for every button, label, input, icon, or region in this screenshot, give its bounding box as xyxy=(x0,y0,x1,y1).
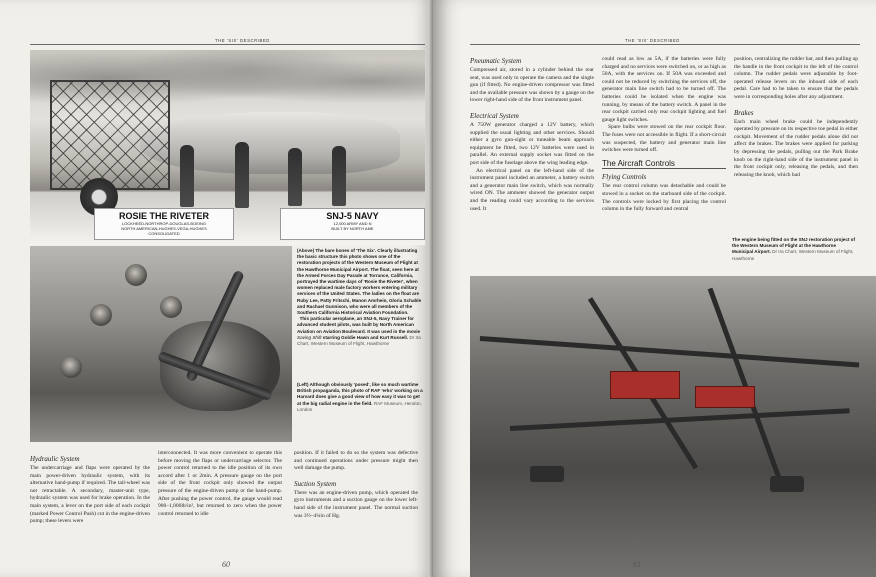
paragraph-hydraulic: The undercarriage and flaps were operated by the main power-driven hydraulic system, with its alternative hand-pump if required. The tail-wheel was not retractable. A secondary, master-unit type, hydraulic system was used for brake operation. In the main system, a lever on the port side of each cockpit (marked Power Control Push) cut in the engine-driven pump; these levers were xyxy=(30,465,150,525)
aircraft-frame-structure xyxy=(50,80,170,190)
banner-rosie-the-riveter xyxy=(94,208,234,240)
banner-right-title: SNJ-5 NAVY xyxy=(326,211,379,221)
paragraph-electrical-1: A 750W generator charged a 12V battery, which supplied the usual lighting and other services. Should either a gyro gun-sight or tuneable beam approach equipment be fitted, two 12V batteries were used in parallel. An external supply socket was fitted on the port side of the fuselage above the wing leading edge. xyxy=(470,121,594,166)
caption-above-movie: Saving Shift xyxy=(297,334,322,340)
paragraph-hydraulic-end: position. If it failed to do so the system was defective and continued operations under pressure might then well damage the pump. xyxy=(294,450,418,472)
aircraft-fuselage xyxy=(140,112,400,174)
paragraph-pneumatic: Compressed air, stored in a cylinder behind the rear seat, was used only to operate the camera and the single gun (if fitted). No engine-driven compressor was fitted and the available pressure was shown by a gauge on the lower right-hand side of the front instrument panel. xyxy=(470,67,594,104)
running-head-left: THE 'SIX' DESCRIBED xyxy=(215,38,270,43)
caption-left-credit: RAF Museum, Hendon, London xyxy=(297,400,422,412)
paragraph-electrical-3: could read as low as 5A, if the batteries were fully charged and no services were switched on, or as high as 50A, with the services on. If 50A was exceeded and could not be reduced by switching the services off, the generator main line switch had to be turned off. The batteries could be isolated when the engine was running, by means of the battery switch. A panel in the rear cockpit carried only rear cockpit lighting and fuel gauge light switches. xyxy=(602,56,726,123)
airman-figure xyxy=(90,304,112,326)
frame-tube xyxy=(480,336,859,367)
banner-right-subline: BUILT BY NORTH AME xyxy=(331,226,374,231)
paragraph-hydraulic-cont: interconnected. It was more convenient to operate this before moving the flaps or undercarriage selector. The power control returned to the idle position of its own accord after 1 or 2min. A pressure gauge on the port side of the front cockpit only showed the output pressure of the engine-driven pump or the hand-pump. After pushing the power control, the gauge would read 900–1,000lb/in², but returned to zero when the power control returned to idle xyxy=(158,450,282,517)
text-column-1 xyxy=(30,454,150,526)
page-number-right: 61 xyxy=(633,560,641,569)
page-number-left: 60 xyxy=(222,560,230,569)
person-figure xyxy=(332,146,346,206)
header-rule-right xyxy=(470,44,860,45)
paragraph-electrical-2: An electrical panel on the left-hand side of the instrument panel included an ammeter, a battery switch and a generator main line switch, which was normally wired ON. The ammeter showed the generator output and the reading could vary according to the services used. It xyxy=(470,167,594,212)
paragraph-controls-cont: position, centralizing the rudder bar, and then pulling up the handle in the front cockpit to the left of the control column. The rudder pedals were adjustable by foot-operated release levers on the inboard side of each pedal. Care had to be taken to ensure that the pedals were in corresponding holes after any adjustment. xyxy=(734,56,858,100)
caption-above-credit: Dr Ira Chart, Western Museum of Flight, Hawthorne xyxy=(297,334,421,347)
paragraph-suction: There was an engine-driven pump, which operated the gyro instruments and a suction gauge on the lower left-hand side of the instrument panel. The normal suction was 3½–4¼in of Hg. xyxy=(294,489,418,519)
paragraph-electrical-4: Spare bulbs were stowed on the rear cockpit floor. The fuses were not accessible in flight. If a short-circuit was suspected, the battery and generator main line switches were turned off. xyxy=(602,124,726,154)
person-figure xyxy=(235,142,249,208)
right-page xyxy=(433,0,876,577)
header-rule-left xyxy=(30,44,425,45)
caption-left xyxy=(297,382,425,413)
person-figure xyxy=(288,148,302,206)
caption-above xyxy=(297,248,425,347)
airman-figure xyxy=(125,264,147,286)
red-cockpit-panel xyxy=(695,386,755,408)
text-column-2 xyxy=(158,450,282,518)
caption-right xyxy=(732,237,856,262)
frame-tube xyxy=(510,408,850,431)
banner-snj5-navy xyxy=(280,208,425,240)
paragraph-flying-controls: The rear control column was detachable and could be stowed in a socket on the starboard side of the cockpit. The controls were locked by first placing the control column in the fully forward and central xyxy=(602,183,726,213)
airman-figure xyxy=(160,296,182,318)
photo-raf-erks-harvard xyxy=(30,246,292,442)
person-figure xyxy=(180,145,194,207)
paragraph-brakes: Each main wheel brake could be independently operated by pressure on its respective toe pedal in either cockpit. Movement of the rudder pedals alone did not affect the brakes. The brakes were applied for parking by depressing the pedals, pulling out the Park Brake knob on the right-hand side of the instrument panel in the front cockpit only, releasing the pedals, and then releasing the knob, which had xyxy=(734,118,858,178)
running-head-right: THE 'SIX' DESCRIBED xyxy=(625,38,680,43)
caption-above-lead: (Above) The bare bones of 'The Six'. Clearly illustrating the basic structure this photo shows one of the restoration projects of the Western Museum of Flight at the Hawthorne Municipal Airport. The float, seen here at the Armed Forces Day Parade at Torrance, California, portrayed the wartime days of 'Rosie the Riveter', when women replaced male factory workers entering military services of the United States. The ladies on the float are Ruby Lee, Patty Fritschi, Manon Amrhein, Gloria Schable and Rachael Gunnison, who were all members of the Southern California Historical Aviation Foundation. xyxy=(297,248,422,316)
heading-aircraft-controls: The Aircraft Controls xyxy=(602,160,726,170)
heading-pneumatic-system: Pneumatic System xyxy=(470,57,522,65)
caption-left-lead: (Left) Although obviously 'posed', like so much wartime British propaganda, this photo of RAF 'erks' working on a Harvard does give a good view of how easy it was to get at the big radial engine in the field. xyxy=(297,382,423,406)
red-cockpit-panel xyxy=(610,371,680,399)
heading-suction-system: Suction System xyxy=(294,479,337,488)
caption-above-second: This particular aeroplane, an SNJ-5, Navy Trainer for advanced student pilots, was built by North American Aviation on Aviation Boulevard. It was used in the movie xyxy=(297,316,421,334)
text-column-right-3 xyxy=(734,56,858,179)
caption-right-credit: Dr Ira Chart, Western Museum of Flight, Hawthorne xyxy=(732,249,854,261)
rudder-pedal xyxy=(530,466,564,482)
frame-tube xyxy=(708,288,781,478)
airman-figure xyxy=(60,356,82,378)
heading-hydraulic-system: Hydraulic System xyxy=(30,455,80,463)
heading-electrical-system: Electrical System xyxy=(470,111,519,120)
banner-right-subline: 12,000 ARMY AND N xyxy=(333,221,372,226)
caption-above-after: starring Goldie Hawn and Kurt Russell. xyxy=(322,334,409,340)
banner-left-title: ROSIE THE RIVETER xyxy=(118,211,209,221)
left-page xyxy=(0,0,433,577)
banner-left-subline: CONSOLIDATED xyxy=(148,231,180,236)
text-column-3 xyxy=(294,450,418,520)
caption-right-lead: The engine being fitted on the SNJ restoration project of the Western Museum of Flight at the Hawthorne Municipal Airport. xyxy=(732,237,856,255)
text-column-right-1 xyxy=(470,56,594,213)
heading-flying-controls: Flying Controls xyxy=(602,173,647,182)
banner-left-subline: LOCKHEED-NORTHROP-DOUGLAS-BOEING xyxy=(122,221,206,226)
rudder-pedal xyxy=(770,476,804,492)
heading-brakes: Brakes xyxy=(734,108,754,117)
photo-snj-engine-fitting xyxy=(470,276,876,577)
banner-left-subline: NORTH AMERICAN-HUGHES-VEGA-HUGHES xyxy=(121,226,207,231)
photo-rosie-the-riveter-float xyxy=(30,50,425,245)
text-column-right-2 xyxy=(602,56,726,214)
